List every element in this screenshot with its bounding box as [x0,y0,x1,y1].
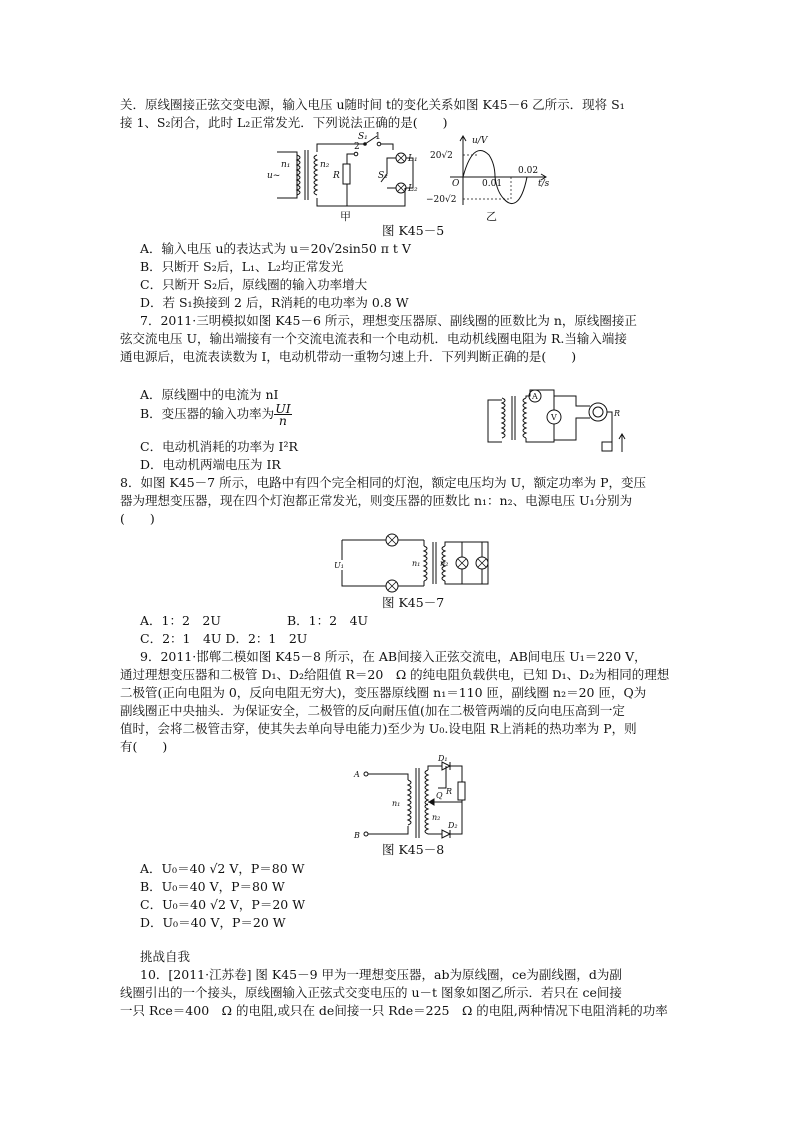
fig-k45-5-yi-label: 乙 [486,210,497,223]
q8-stem-line-3: ( ) [120,511,155,526]
label-s2: S₂ [378,171,388,181]
label-r: R [446,787,453,796]
q7-stem-line-3: 通电源后，电流表读数为 I，电动机带动一重物匀速上升．下列判断正确的是( ) [120,349,577,364]
q6-stem-line-2: 接 1、S₂闭合，此时 L₂正常发光．下列说法正确的是( ) [120,115,448,130]
q7-option-c: C．电动机消耗的功率为 I²R [140,439,298,454]
figure-k45-5-circuit [265,130,425,215]
voltmeter-label: V [551,413,557,422]
label-n1: n₁ [412,559,421,568]
label-n2: n₂ [320,160,330,170]
label-s1: S₁ [358,132,368,142]
q8-option-b: B．1：2 4U [287,613,369,628]
switch-s1-pivot [363,142,367,146]
label-q: Q [436,791,443,800]
q7-option-b [140,403,292,426]
fraction-denominator: n [278,413,287,428]
label-terminal-2: 2 [354,142,360,152]
terminal-b [364,832,368,836]
q9-stem-line-3: 二极管(正向电阻为 0，反向电阻无穷大)，变压器原线圈 n₁＝110 匝，副线圈 n₂＝20 匝，Q为 [120,685,647,700]
graph-ylabel: u/V [472,136,488,146]
graph-tick-001: 0.01 [482,179,503,189]
q9-option-a: A．U₀＝40 √2 V，P＝80 W [140,861,305,876]
switch-terminal-2 [354,152,358,156]
label-n2: n₂ [432,813,441,822]
q9-stem-line-6: 有( ) [120,739,168,754]
label-n1: n₁ [281,160,291,170]
label-r: R [333,171,340,181]
q7-option-b-fraction [274,403,291,426]
label-a: A [354,770,360,779]
q6-option-b: B．只断开 S₂后，L₁、L₂均正常发光 [140,259,344,274]
fig-k45-5-caption: 图 K45－5 [382,223,445,238]
q9-option-c: C．U₀＝40 √2 V，P＝20 W [140,897,306,912]
graph-tick-002: 0.02 [518,166,539,176]
q9-stem-line-5: 值时，会将二极管击穿，使其失去单向导电能力)至少为 U₀.设电阻 R上消耗的热功率为 P，则 [120,721,637,736]
label-d2: D₂ [448,821,458,830]
q6-stem-line-1: 关．原线圈接正弦交变电源，输入电压 u随时间 t的变化关系如图 K45－6 乙所示．现将 S₁ [120,97,625,112]
q9-stem-line-2: 通过理想变压器和二极管 D₁、D₂给阻值 R＝20 Ω 的纯电阻负载供电，已知 D₁、D₂为相同的理想 [120,667,670,682]
q9-option-d: D．U₀＝40 V，P＝20 W [140,915,286,930]
terminal-a [364,772,368,776]
q10-stem-line-1: 10．[2011·江苏卷] 图 K45－9 甲为一理想变压器，ab为原线圈，ce为副线圈，d为副 [140,967,622,982]
label-d1: D₁ [438,754,448,763]
q10-stem-line-2: 线圈引出的一个接头，原线圈输入正弦式交变电压的 u－t 图象如图乙所示．若只在 ce间接 [120,985,622,1000]
q9-stem-line-1: 9．2011·邯郸二模如图 K45－8 所示，在 AB间接入正弦交流电，AB间电压 U₁＝220 V， [140,649,647,664]
figure-k45-8-circuit [350,754,480,842]
graph-xlabel: t/s [538,179,550,189]
source-u1-label: U₁ [334,561,344,570]
q7-option-d: D．电动机两端电压为 IR [140,457,281,472]
label-l1: L₁ [408,154,418,164]
graph-ytop: 20√2 [430,151,453,161]
q7-stem-line-1: 7．2011·三明模拟如图 K45－6 所示，理想变压器原、副线圈的匝数比为 n，原线圈接正 [140,313,637,328]
fig-k45-7-caption: 图 K45－7 [382,595,445,610]
switch-terminal-1 [377,142,381,146]
figure-k45-7-circuit [330,528,500,596]
q9-option-b: B．U₀＝40 V，P＝80 W [140,879,285,894]
fig-k45-5-jia-label: 甲 [340,210,351,223]
q8-options-c-d: C．2：1 4U D．2：1 2U [140,631,308,646]
q7-option-a: A．原线圈中的电流为 nI [140,387,279,402]
label-u-source: u~ [267,171,281,181]
label-terminal-1: 1 [375,132,381,142]
q6-option-d: D．若 S₁换接到 2 后，R消耗的电功率为 0.8 W [140,295,409,310]
ammeter-label: A [532,392,538,401]
section-heading-challenge: 挑战自我 [140,949,191,964]
label-l2: L₂ [408,184,418,194]
label-n1: n₁ [392,799,401,808]
figure-k45-5-graph [426,133,560,213]
fig-k45-8-caption: 图 K45－8 [382,842,445,857]
motor-resistance-label: R [614,409,621,418]
q6-option-a: A．输入电压 u的表达式为 u＝20√2sin50 π t V [140,241,411,256]
q7-stem-line-2: 弦交流电压 U，输出端接有一个交流电流表和一个电动机．电动机线圈电阻为 R.当输入端接 [120,331,627,346]
q8-option-a: A．1：2 2U [140,613,221,628]
q9-stem-line-4: 副线圈正中央抽头．为保证安全，二极管的反向耐压值(加在二极管两端的反向电压高到一定 [120,703,625,718]
q6-option-c: C．只断开 S₂后，原线圈的输入功率增大 [140,277,368,292]
q8-stem-line-2: 器为理想变压器，现在四个灯泡都正常发光，则变压器的匝数比 n₁：n₂、电源电压 U₁分别为 [120,493,633,508]
graph-ybottom: −20√2 [426,195,457,205]
q10-stem-line-3: 一只 Rce＝400 Ω 的电阻,或只在 de间接一只 Rde＝225 Ω 的电阻,两种情况下电阻消耗的功率 [120,1003,668,1018]
fraction-numerator: UI [275,401,291,416]
q8-stem-line-1: 8．如图 K45－7 所示，电路中有四个完全相同的灯泡，额定电压均为 U，额定功率为 P，变压 [120,475,646,490]
graph-origin: O [452,179,460,189]
label-b: B [354,831,360,840]
label-n2: n₂ [440,559,449,568]
q7-option-b-prefix: B．变压器的输入功率为 [140,406,275,421]
figure-k45-6-circuit [484,386,644,456]
